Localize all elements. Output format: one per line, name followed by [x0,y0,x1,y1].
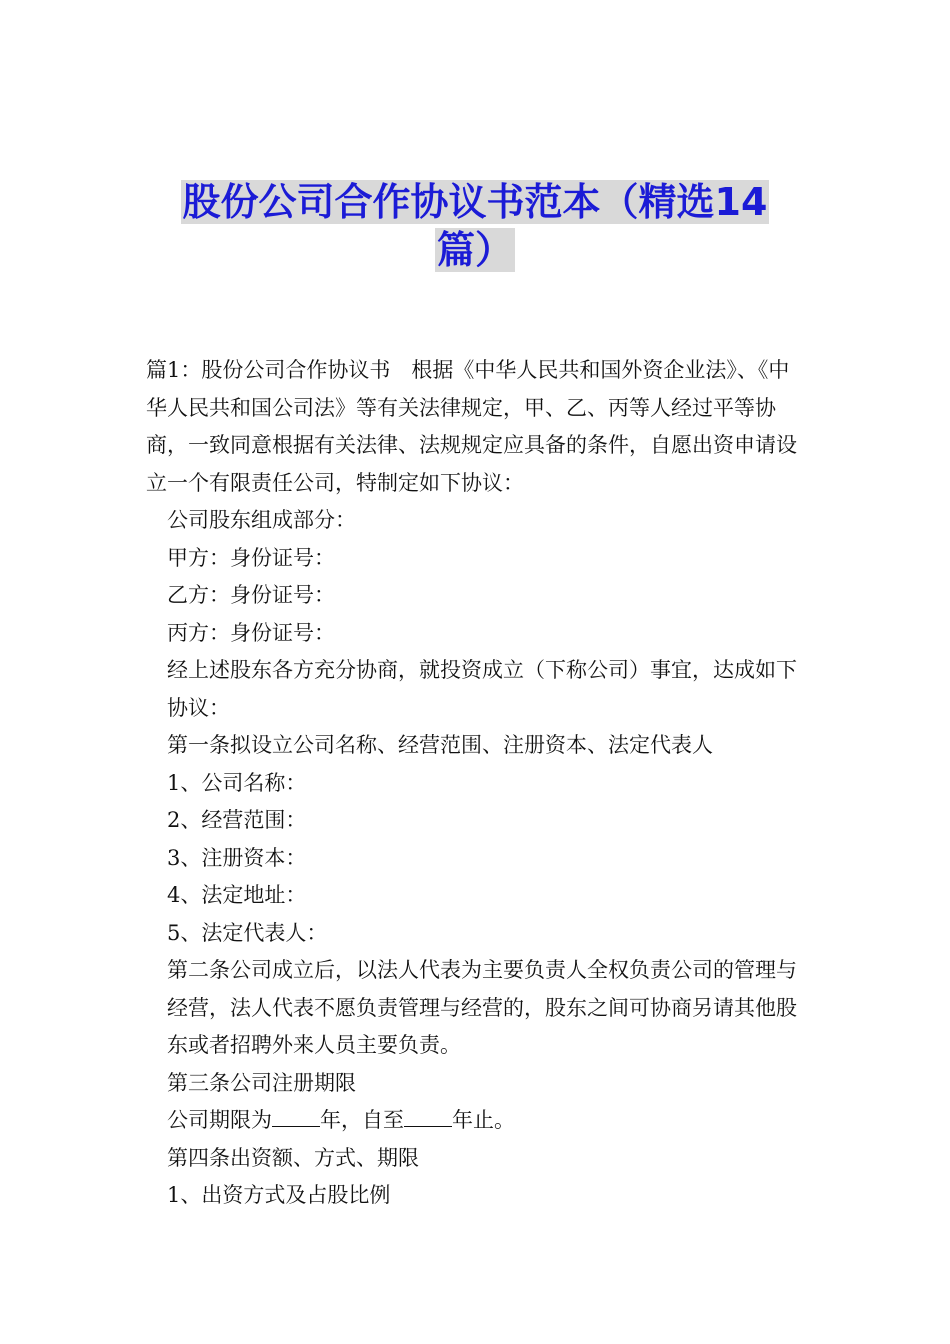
paragraph-article-4: 第四条出资额、方式、期限 [167,1145,419,1170]
paragraph-party-b: 乙方：身份证号： [167,583,335,607]
paragraph-agreement: 经上述股东各方充分协商，就投资成立（下称公司）事宜，达成如下协议： [167,658,797,720]
paragraph-legal-address: 4、法定地址： [167,883,307,907]
document-title-line1: 股份公司合作协议书范本（精选14 [182,180,768,224]
paragraph-term [146,1102,806,1140]
blank-line [272,1108,320,1127]
paragraph-article-3: 第三条公司注册期限 [167,1070,356,1095]
term-text-2: 年，自至 [320,1108,404,1132]
blank-line [404,1108,452,1127]
document-body [146,352,806,1215]
paragraph-contribution-method: 1、出资方式及占股比例 [167,1183,391,1207]
term-text-3: 年止。 [452,1108,515,1132]
term-text-1: 公司期限为 [167,1108,272,1132]
paragraph-company-name: 1、公司名称： [167,770,307,795]
paragraph-intro: 篇1：股份公司合作协议书 根据《中华人民共和国外资企业法》、《中华人民共和国公司法》等有关法律规定，甲、乙、丙等人经过平等协商，一致同意根据有关法律、法规规定应具备的条件，自愿出资申请设立一个有限责任公司，特制定如下协议： [146,358,797,495]
paragraph-article-2: 第二条公司成立后，以法人代表为主要负责人全权负责公司的管理与经营，法人代表不愿负责管理与经营的，股东之间可协商另请其他股东或者招聘外来人员主要负责。 [167,958,797,1057]
paragraph-party-c: 丙方：身份证号： [167,620,335,645]
paragraph-article-1: 第一条拟设立公司名称、经营范围、注册资本、法定代表人 [167,733,713,757]
paragraph-business-scope: 2、经营范围： [167,808,307,832]
paragraph-legal-representative: 5、法定代表人： [167,920,328,945]
document-title-line2: 篇） [436,228,513,272]
paragraph-party-a: 甲方：身份证号： [167,545,335,570]
paragraph-registered-capital: 3、注册资本： [167,845,307,870]
paragraph-shareholders: 公司股东组成部分： [167,508,356,532]
